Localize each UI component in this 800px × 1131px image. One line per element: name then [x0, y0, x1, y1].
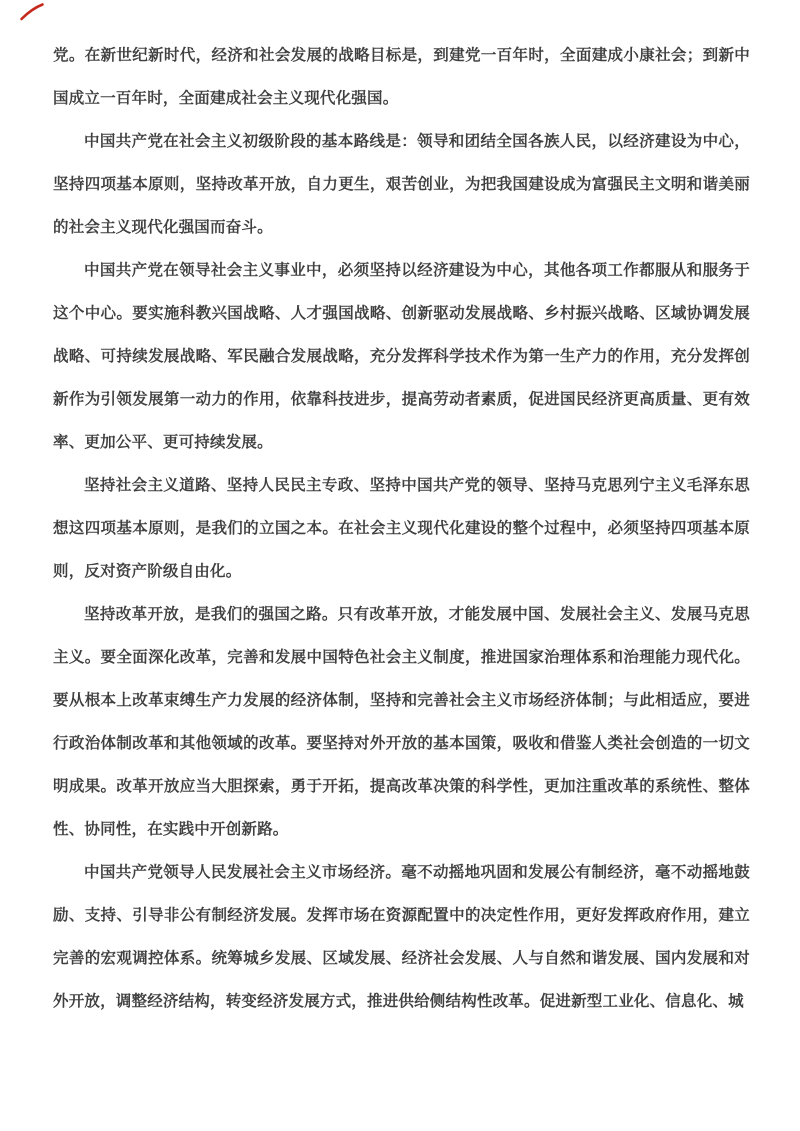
text-line: 中国共产党在领导社会主义事业中，必须坚持以经济建设为中心，其他各项工作都服从和服务于: [84, 262, 750, 279]
text-line: 性、协同性，在实践中开创新路。: [53, 821, 289, 838]
text-line: 坚持改革开放，是我们的强国之路。只有改革开放，才能发展中国、发展社会主义、发展马克思: [84, 606, 750, 623]
text-line: 励、支持、引导非公有制经济发展。发挥市场在资源配置中的决定性作用，更好发挥政府作用，建立: [53, 907, 750, 924]
text-line: 新作为引领发展第一动力的作用，依靠科技进步，提高劳动者素质，促进国民经济更高质量、更有效: [53, 391, 750, 408]
paragraph: [53, 120, 750, 249]
text-line: 行政治体制改革和其他领域的改革。要坚持对外开放的基本国策，吸收和借鉴人类社会创造的一切文: [53, 735, 750, 752]
text-line: 主义。要全面深化改革，完善和发展中国特色社会主义制度，推进国家治理体系和治理能力现代化。: [53, 649, 750, 666]
red-pen-mark-icon: [19, 2, 45, 22]
paragraph: [53, 34, 750, 120]
paragraph: [53, 464, 750, 593]
paragraph: [53, 593, 750, 851]
text-line: 中国共产党在社会主义初级阶段的基本路线是：领导和团结全国各族人民，以经济建设为中心，: [84, 133, 750, 150]
text-line: 国成立一百年时，全面建成社会主义现代化强国。: [53, 90, 399, 107]
text-line: 战略、可持续发展战略、军民融合发展战略，充分发挥科学技术作为第一生产力的作用，充分发挥创: [53, 348, 750, 365]
text-line: 明成果。改革开放应当大胆探索，勇于开拓，提高改革决策的科学性，更加注重改革的系统性、整体: [53, 778, 750, 795]
text-line: 这个中心。要实施科教兴国战略、人才强国战略、创新驱动发展战略、乡村振兴战略、区域协调发展: [53, 305, 750, 322]
text-line: 要从根本上改革束缚生产力发展的经济体制，坚持和完善社会主义市场经济体制；与此相适应，要进: [53, 692, 750, 709]
text-line: 想这四项基本原则，是我们的立国之本。在社会主义现代化建设的整个过程中，必须坚持四项基本原: [53, 520, 750, 537]
text-line: 的社会主义现代化强国而奋斗。: [53, 219, 273, 236]
text-line: 坚持四项基本原则，坚持改革开放，自力更生，艰苦创业，为把我国建设成为富强民主文明和谐美丽: [53, 176, 750, 193]
text-line: 党。在新世纪新时代，经济和社会发展的战略目标是，到建党一百年时，全面建成小康社会；到新中: [53, 47, 750, 64]
paragraph: [53, 249, 750, 464]
text-line: 坚持社会主义道路、坚持人民民主专政、坚持中国共产党的领导、坚持马克思列宁主义毛泽东思: [84, 477, 750, 494]
text-line: 率、更加公平、更可持续发展。: [53, 434, 273, 451]
text-line: 中国共产党领导人民发展社会主义市场经济。毫不动摇地巩固和发展公有制经济，毫不动摇地鼓: [84, 864, 750, 881]
text-line: 完善的宏观调控体系。统筹城乡发展、区域发展、经济社会发展、人与自然和谐发展、国内发展和对: [53, 950, 750, 967]
text-line: 外开放，调整经济结构，转变经济发展方式，推进供给侧结构性改革。促进新型工业化、信息化、城: [53, 993, 744, 1010]
paragraph: [53, 851, 750, 1023]
document-body: [53, 34, 750, 1023]
text-line: 则，反对资产阶级自由化。: [53, 563, 242, 580]
